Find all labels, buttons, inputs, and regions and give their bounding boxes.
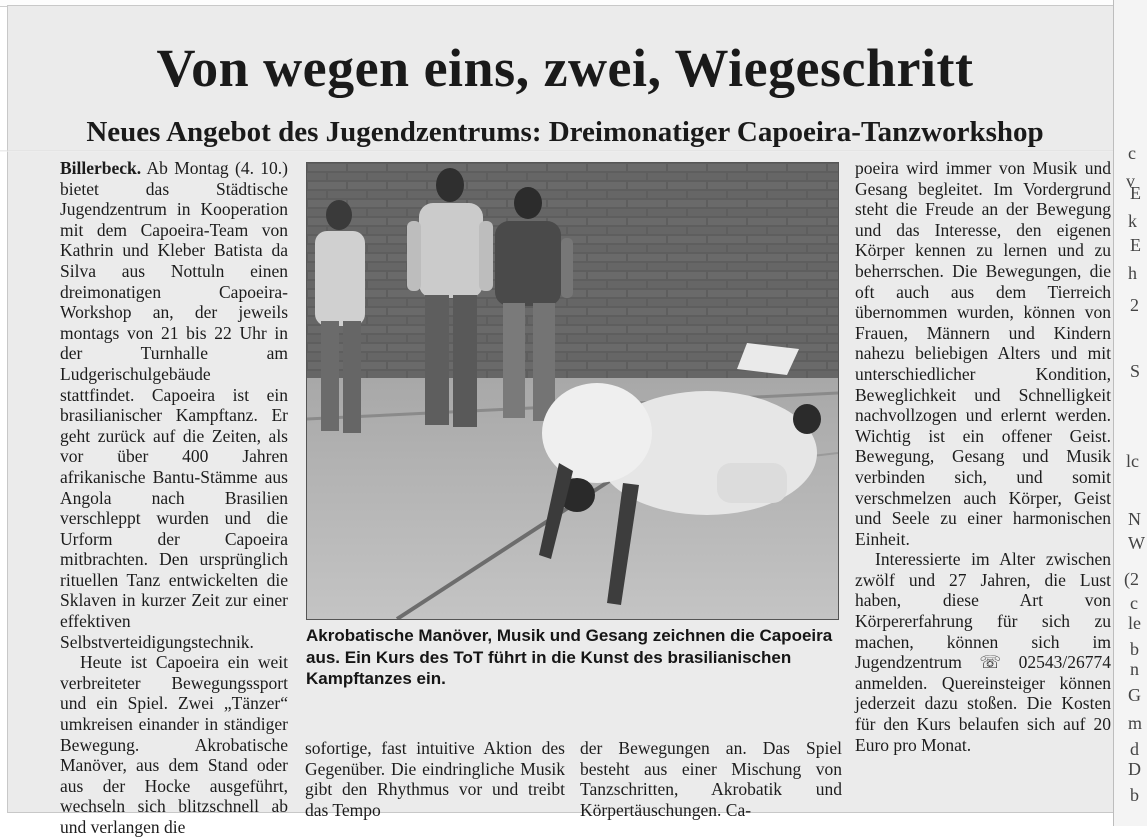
edge-fragment: n <box>1130 659 1139 679</box>
edge-fragment: G <box>1128 685 1141 705</box>
edge-fragment: 2 <box>1130 295 1139 315</box>
edge-fragment: v <box>1126 171 1135 191</box>
article-subheadline: Neues Angebot des Jugendzentrums: Dreimonatiger Capoeira-Tanzworkshop <box>86 116 1044 148</box>
edge-fragment: D <box>1128 759 1141 779</box>
edge-fragment: E <box>1130 235 1141 255</box>
edge-fragment: (2 <box>1124 569 1139 589</box>
edge-fragment: c <box>1130 593 1138 613</box>
edge-fragment: E <box>1130 183 1141 203</box>
article-column-4 <box>855 158 1111 755</box>
photo-caption: Akrobatische Manöver, Musik und Gesang zeichnen die Capoeira aus. Ein Kurs des ToT führt in die Kunst des brasilianischen Kampftanzes ein. <box>306 626 833 688</box>
edge-fragment: S <box>1130 361 1141 381</box>
column-2-text: sofortige, fast intuitive Aktion des Gegenüber. Die eindringliche Musik gibt den Rhythmus vor und treibt das Tempo <box>305 738 565 820</box>
article-column-3 <box>580 738 842 820</box>
column-1-paragraph-1 <box>60 158 288 652</box>
edge-fragment: le <box>1128 613 1141 633</box>
capoeira-photo-image <box>307 163 838 619</box>
article-column-1 <box>60 158 288 838</box>
edge-fragment: d <box>1130 739 1139 759</box>
edge-fragment: c <box>1128 143 1136 163</box>
column-1-text: Ab Montag (4. 10.) bietet das Städtische Jugendzentrum in Kooperation mit dem Capoeira-Team von Kathrin und Kleber Batista da Silva aus Nottuln einen dreimonatigen Capoeira-Workshop an, der jeweils montags von 21 bis 22 Uhr in der Turnhalle am Ludgerischulgebäude stattfindet. Capoeira ist ein brasilianischer Kampftanz. Er geht zurück auf die Zeiten, als vor über 400 Jahren afrikanische Bantu-Stämme aus Angola nach Brasilien verschleppt wurden und die Urform der Capoeira mitbrachten. Den ursprünglich rituellen Tanz entwickelten die Sklaven in kurzer Zeit zur einer effektiven Selbstverteidigungstechnik. <box>60 158 288 652</box>
paper-fold-line <box>0 150 1113 152</box>
adjacent-column-edge <box>1113 0 1147 826</box>
dateline: Billerbeck. <box>60 158 142 178</box>
edge-fragment: k <box>1128 211 1137 231</box>
edge-fragment: b <box>1130 785 1139 805</box>
edge-fragment: W <box>1128 533 1145 553</box>
article-photo <box>306 162 839 620</box>
column-1-paragraph-2: Heute ist Capoeira ein weit verbreiteter Bewegungssport und ein Spiel. Zwei „Tänzer“ umkreisen einander in ständiger Bewegung. Akrobatische Manöver, aus dem Stand oder aus der Hocke ausgeführt, wechseln sich blitzschnell ab und verlangen die <box>60 652 288 837</box>
column-4-paragraph-1: poeira wird immer von Musik und Gesang begleitet. Im Vordergrund steht die Freude an der Bewegung und das Interesse, den eigenen Körper kennen zu lernen und zu beherrschen. Die Bewegungen, die oft auch aus dem Tierreich übernommen wurden, können von Frauen, Männern und Kindern nahezu beliebigen Alters und mit unterschiedlicher Kondition, Beweglichkeit und Schnelligkeit nachvollzogen und erlernt werden. Wichtig ist ein offener Geist. Bewegung, Gesang und Musik verbinden sich, und somit verschmelzen auch Körper, Geist und Seele zu einer harmonischen Einheit. <box>855 158 1111 549</box>
edge-fragment: m <box>1128 713 1143 733</box>
article-headline: Von wegen eins, zwei, Wiegeschritt <box>156 38 974 98</box>
edge-fragment: h <box>1128 263 1137 283</box>
article-column-2 <box>305 738 565 820</box>
edge-fragment: b <box>1130 639 1139 659</box>
edge-fragment: lc <box>1126 451 1139 471</box>
edge-fragment: N <box>1128 509 1141 529</box>
column-4-paragraph-2: Interessierte im Alter zwischen zwölf und 27 Jahren, die Lust haben, diese Art von Körpererfahrung für sich zu machen, können sich im Jugendzentrum ☏ 02543/26774 anmelden. Quereinsteiger können jederzeit dazu stoßen. Die Kosten für den Kurs belaufen sich auf 20 Euro pro Monat. <box>855 549 1111 755</box>
column-3-text: der Bewegungen an. Das Spiel besteht aus einer Mischung von Tanzschritten, Akrobatik und Körpertäuschungen. Ca- <box>580 738 842 820</box>
